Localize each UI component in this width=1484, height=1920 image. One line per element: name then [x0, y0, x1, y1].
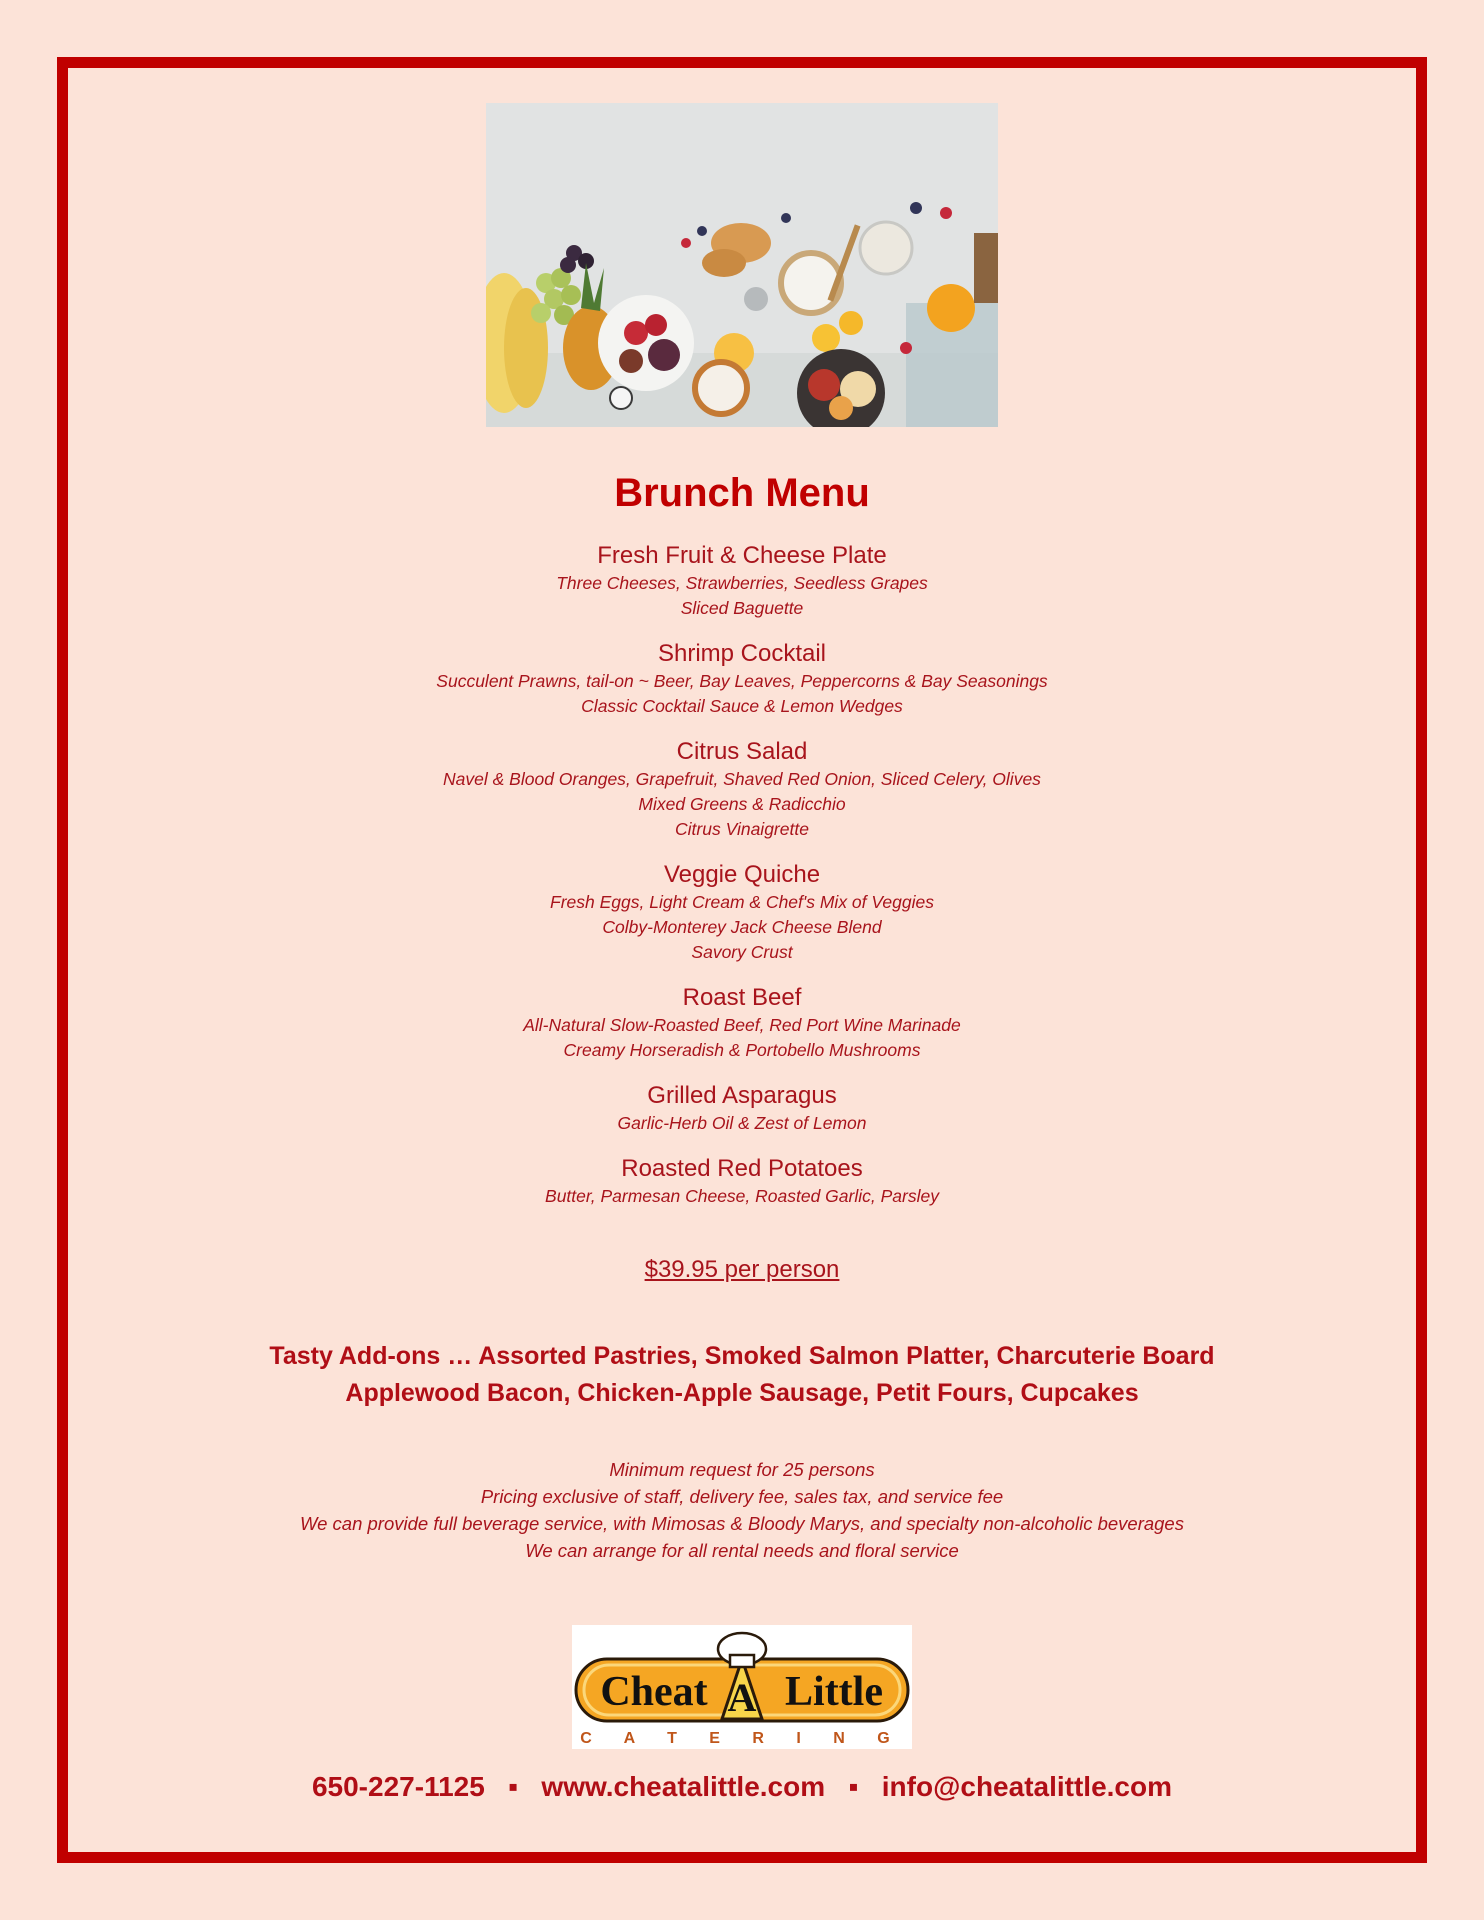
- logo-tagline: C A T E R I N G: [580, 1730, 904, 1747]
- menu-item-name: Citrus Salad: [676, 738, 808, 765]
- menu-item-description: Creamy Horseradish & Portobello Mushrooms: [563, 1040, 921, 1060]
- note-line: Minimum request for 25 persons: [609, 1459, 875, 1480]
- menu-item: [0, 541, 1484, 621]
- menu-item-name: Roast Beef: [682, 984, 802, 1011]
- add-ons-line: Tasty Add-ons … Assorted Pastries, Smoked Salmon Platter, Charcuterie Board: [269, 1342, 1215, 1370]
- menu-item-description: Classic Cocktail Sauce & Lemon Wedges: [581, 696, 903, 716]
- note-line: Pricing exclusive of staff, delivery fee, sales tax, and service fee: [480, 1486, 1004, 1507]
- menu-item-description: Navel & Blood Oranges, Grapefruit, Shaved Red Onion, Sliced Celery, Olives: [443, 769, 1041, 789]
- menu-item-description: Three Cheeses, Strawberries, Seedless Grapes: [556, 573, 928, 593]
- menu-item-name: Shrimp Cocktail: [657, 640, 827, 667]
- menu-item-name: Grilled Asparagus: [647, 1082, 837, 1109]
- menu-item-description: All-Natural Slow-Roasted Beef, Red Port Wine Marinade: [523, 1015, 961, 1035]
- menu-item: [0, 860, 1484, 965]
- phone-number: 650-227-1125: [311, 1771, 485, 1802]
- note-line: We can arrange for all rental needs and floral service: [525, 1540, 959, 1561]
- menu-item-description: Succulent Prawns, tail-on ~ Beer, Bay Leaves, Peppercorns & Bay Seasonings: [436, 671, 1048, 691]
- menu-item-description: Citrus Vinaigrette: [675, 819, 809, 839]
- menu-item-description: Sliced Baguette: [680, 598, 804, 618]
- logo-graphic: [572, 1625, 912, 1749]
- logo-word-cheat: Cheat: [600, 1669, 708, 1715]
- menu-item-description: Garlic-Herb Oil & Zest of Lemon: [617, 1113, 867, 1133]
- separator: ▪: [848, 1771, 859, 1802]
- logo-letter-a: A: [727, 1675, 757, 1720]
- menu-item: [0, 1081, 1484, 1136]
- menu-list: [0, 541, 1484, 1209]
- note-line: We can provide full beverage service, with Mimosas & Bloody Marys, and specialty non-alcoholic beverages: [300, 1513, 1184, 1534]
- logo-word-little: Little: [785, 1669, 883, 1715]
- menu-title: Brunch Menu: [614, 471, 870, 515]
- menu-item-name: Veggie Quiche: [663, 861, 821, 888]
- price-per-person: $39.95 per person: [644, 1256, 840, 1283]
- brunch-food-photo: [486, 103, 998, 427]
- menu-item-name: Fresh Fruit & Cheese Plate: [597, 542, 887, 569]
- menu-item-description: Mixed Greens & Radicchio: [638, 794, 846, 814]
- menu-item-description: Butter, Parmesan Cheese, Roasted Garlic, Parsley: [545, 1186, 939, 1206]
- service-notes: [0, 1456, 1484, 1564]
- menu-item-description: Fresh Eggs, Light Cream & Chef's Mix of Veggies: [550, 892, 934, 912]
- website-link[interactable]: www.cheatalittle.com: [541, 1771, 826, 1802]
- add-ons-line: Applewood Bacon, Chicken-Apple Sausage, Petit Fours, Cupcakes: [345, 1379, 1139, 1407]
- add-ons: [0, 1338, 1484, 1412]
- menu-item: [0, 639, 1484, 719]
- food-spread-illustration: [486, 103, 998, 427]
- menu-item: [0, 983, 1484, 1063]
- menu-item: [0, 737, 1484, 842]
- separator: ▪: [508, 1771, 519, 1802]
- menu-item-description: Colby-Monterey Jack Cheese Blend: [602, 917, 882, 937]
- email-link[interactable]: info@cheatalittle.com: [881, 1771, 1173, 1802]
- menu-item-name: Roasted Red Potatoes: [621, 1155, 863, 1182]
- contact-line: [0, 1771, 1484, 1803]
- cheat-a-little-logo: [572, 1625, 912, 1749]
- menu-item-description: Savory Crust: [691, 942, 793, 962]
- menu-item: [0, 1154, 1484, 1209]
